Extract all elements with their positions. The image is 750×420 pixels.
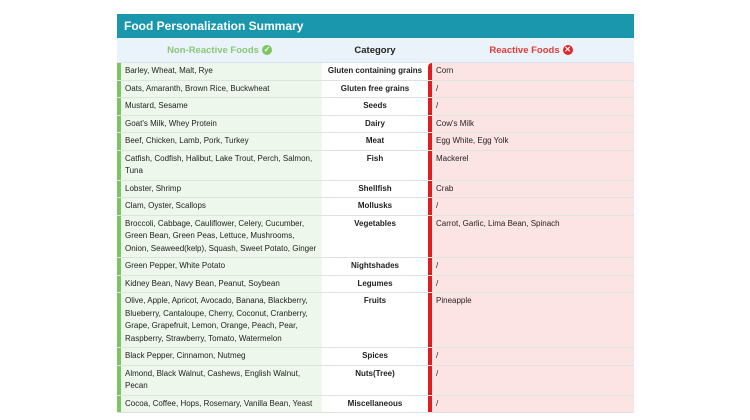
table-row [117, 81, 634, 99]
column-header-row [117, 38, 634, 63]
non-reactive-cell: Green Pepper, White Potato [125, 261, 226, 270]
table-row [117, 116, 634, 134]
reactive-cell: Egg White, Egg Yolk [436, 136, 509, 145]
table-row [117, 366, 634, 396]
check-circle-icon: ✓ [263, 45, 271, 54]
table-row [117, 276, 634, 294]
table-row [117, 396, 634, 414]
non-reactive-cell: Beef, Chicken, Lamb, Pork, Turkey [125, 136, 249, 145]
category-cell: Legumes [357, 278, 393, 288]
non-reactive-cell: Clam, Oyster, Scallops [125, 201, 206, 210]
summary-card [117, 14, 634, 408]
non-reactive-header [117, 38, 322, 62]
non-reactive-cell: Olive, Apple, Apricot, Avocado, Banana, Blackberry, Blueberry, Cantaloupe, Cherry, Coconut, Cranberry, Grape, Grapefruit, Lemon, Orange, Peach, Pear, Raspberry, Strawberry, Tomato, Watermelon [125, 296, 308, 343]
non-reactive-cell: Almond, Black Walnut, Cashews, English Walnut, Pecan [125, 368, 301, 390]
reactive-cell: / [436, 351, 439, 360]
reactive-cell: / [436, 101, 439, 110]
table-row [117, 151, 634, 181]
card-title: Food Personalization Summary [117, 14, 634, 38]
non-reactive-cell: Black Pepper, Cinnamon, Nutmeg [125, 351, 246, 360]
reactive-cell: / [436, 398, 439, 408]
reactive-cell: / [436, 278, 439, 288]
table-row [117, 258, 634, 276]
category-cell: Seeds [363, 101, 387, 110]
non-reactive-cell: Cocoa, Coffee, Hops, Rosemary, Vanilla Bean, Yeast [125, 398, 313, 408]
reactive-cell: / [436, 201, 439, 210]
table-row [117, 216, 634, 259]
non-reactive-cell: Goat's Milk, Whey Protein [125, 118, 217, 128]
category-cell: Miscellaneous [347, 398, 403, 408]
category-cell: Dairy [364, 118, 385, 128]
reactive-cell: Carrot, Garlic, Lima Bean, Spinach [436, 218, 560, 228]
table-row [117, 98, 634, 116]
non-reactive-cell: Catfish, Codfish, Halibut, Lake Trout, Perch, Salmon, Tuna [125, 153, 313, 175]
reactive-cell: Mackerel [436, 153, 469, 163]
category-cell: Gluten containing grains [327, 66, 423, 75]
category-cell: Gluten free grains [340, 83, 410, 93]
table-row [117, 63, 634, 81]
reactive-cell: / [436, 368, 439, 378]
reactive-cell: Corn [436, 66, 454, 75]
category-cell: Vegetables [354, 218, 396, 228]
table-row [117, 293, 634, 348]
category-cell: Meat [365, 136, 385, 145]
reactive-cell: / [436, 83, 439, 93]
non-reactive-cell: Broccoli, Cabbage, Cauliflower, Celery, Cucumber, Green Bean, Green Peas, Lettuce, Mushrooms, Onion, Seaweed(kelp), Squash, Sweet Potato, Ginger [125, 218, 317, 253]
reactive-cell: Crab [436, 183, 454, 193]
non-reactive-cell: Barley, Wheat, Malt, Rye [125, 66, 213, 75]
reactive-cell: / [436, 261, 439, 270]
food-table [117, 63, 634, 413]
reactive-header [428, 38, 634, 62]
non-reactive-cell: Oats, Amaranth, Brown Rice, Buckwheat [125, 83, 270, 93]
category-cell: Fish [366, 153, 384, 163]
table-row [117, 198, 634, 216]
table-row [117, 348, 634, 366]
category-cell: Nuts(Tree) [355, 368, 395, 378]
table-row [117, 133, 634, 151]
x-circle-icon: ✕ [564, 45, 571, 54]
non-reactive-cell: Lobster, Shrimp [125, 183, 182, 193]
category-cell: Nightshades [350, 261, 399, 270]
reactive-cell: Pineapple [436, 296, 472, 305]
category-cell: Shellfish [358, 183, 392, 193]
category-cell: Fruits [363, 296, 387, 305]
reactive-cell: Cow's Milk [436, 118, 474, 128]
category-cell: Mollusks [357, 201, 393, 210]
reactive-header-label: Reactive Foods [489, 44, 560, 56]
table-row [117, 181, 634, 199]
non-reactive-header-label: Non-Reactive Foods [167, 44, 259, 56]
non-reactive-cell: Mustard, Sesame [125, 101, 188, 110]
non-reactive-cell: Kidney Bean, Navy Bean, Peanut, Soybean [125, 278, 280, 288]
category-header: Category [354, 44, 396, 56]
category-cell: Spices [362, 351, 388, 360]
